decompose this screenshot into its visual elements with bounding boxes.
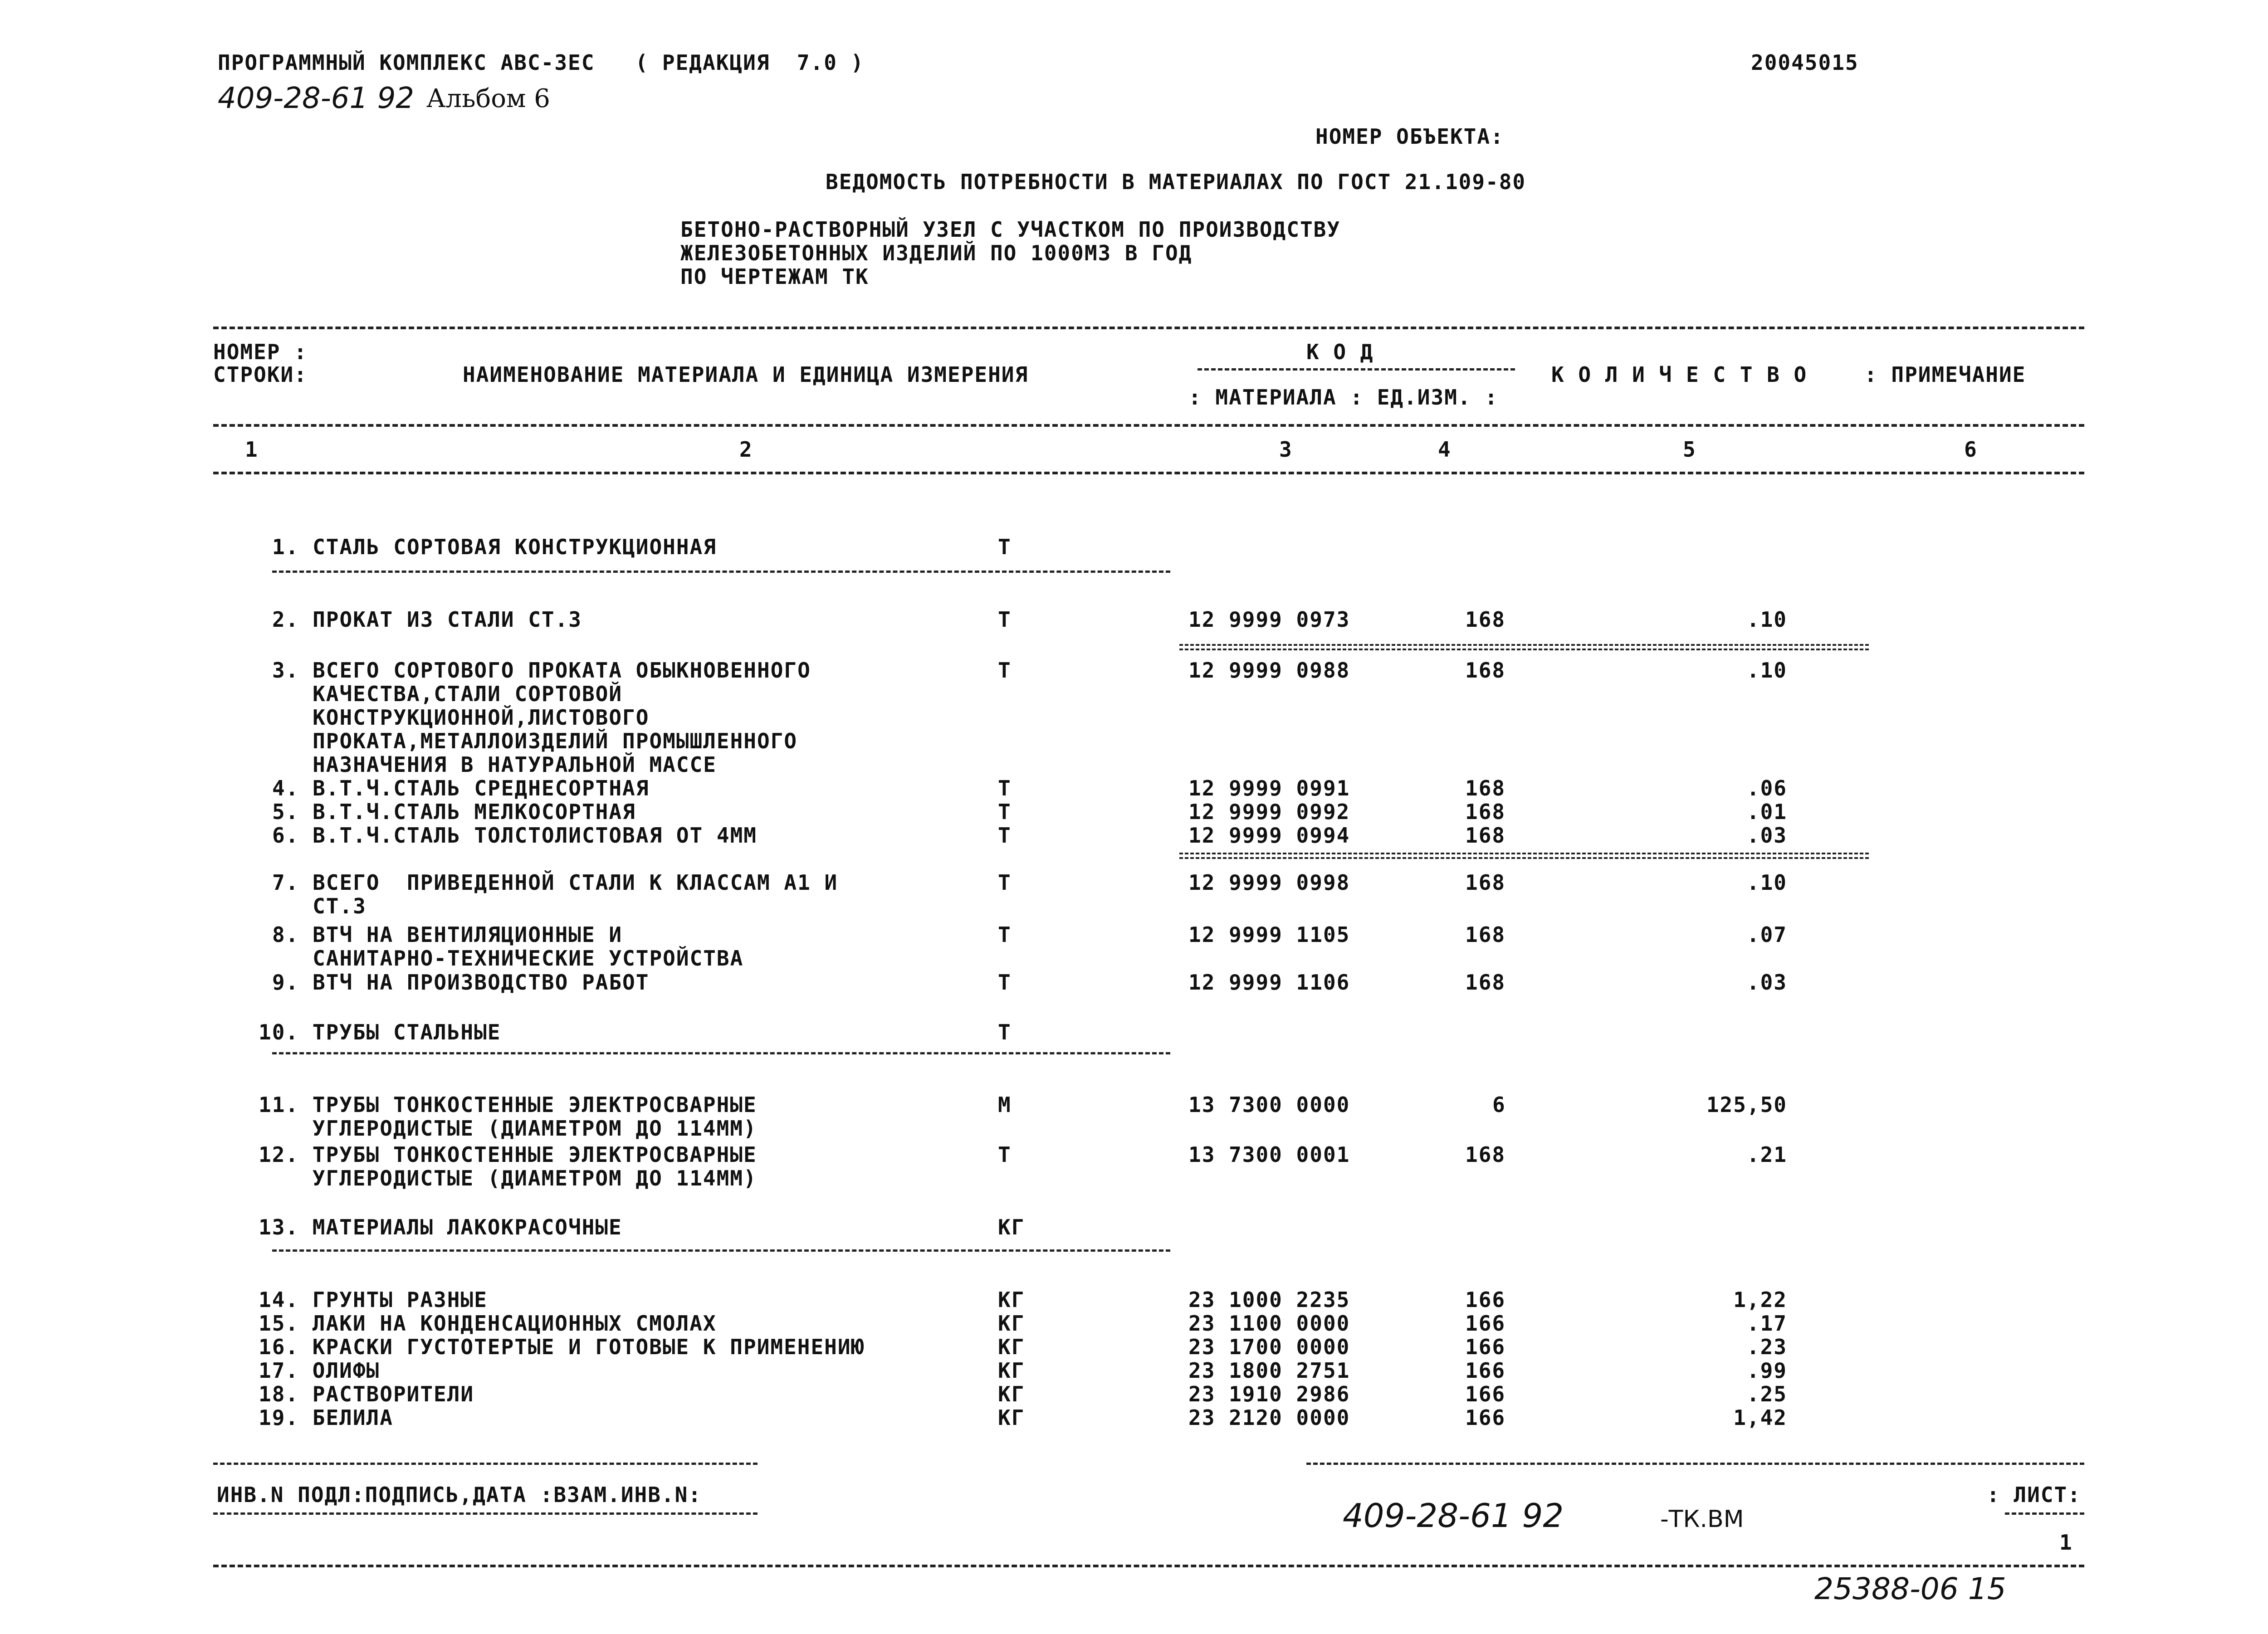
row-code: 23 1910 2986 xyxy=(1188,1382,1350,1406)
row-name: 5. В.Т.Ч.СТАЛЬ МЕЛКОСОРТНАЯ xyxy=(272,800,636,824)
row-name: 19. БЕЛИЛА xyxy=(259,1405,393,1430)
row-unit: Т xyxy=(998,535,1012,559)
row-unit: Т xyxy=(998,1020,1012,1044)
row-unit: КГ xyxy=(998,1215,1025,1239)
column-number-4: 4 xyxy=(1438,437,1452,462)
row-name: 1. СТАЛЬ СОРТОВАЯ КОНСТРУКЦИОННАЯ xyxy=(272,535,717,559)
column-number-6: 6 xyxy=(1964,437,1978,462)
row-name: 16. КРАСКИ ГУСТОТЕРТЫЕ И ГОТОВЫЕ К ПРИМЕНЕНИЮ xyxy=(259,1335,865,1359)
row-unit: Т xyxy=(998,1142,1012,1167)
row-code: 12 9999 1106 xyxy=(1188,970,1350,995)
row-uom: 168 xyxy=(1465,870,1506,895)
sheet-title: ВЕДОМОСТЬ ПОТРЕБНОСТИ В МАТЕРИАЛАХ ПО ГОСТ 21.109-80 xyxy=(826,170,1526,194)
row-code: 23 2120 0000 xyxy=(1188,1405,1350,1430)
header-bottom-rule xyxy=(213,424,2084,427)
document-number-handwritten: 409-28-61 92 xyxy=(1343,1497,1564,1535)
row-code: 23 1000 2235 xyxy=(1188,1288,1350,1312)
row-unit: Т xyxy=(998,870,1012,895)
row-name: 9. ВТЧ НА ПРОИЗВОДСТВО РАБОТ xyxy=(272,970,650,995)
row-unit: КГ xyxy=(998,1311,1025,1336)
document-code: 20045015 xyxy=(1751,50,1859,75)
row-quantity: 125,50 xyxy=(1706,1093,1787,1117)
row-name: 13. МАТЕРИАЛЫ ЛАКОКРАСОЧНЫЕ xyxy=(259,1215,622,1239)
row-quantity: .25 xyxy=(1746,1382,1787,1406)
row-uom: 168 xyxy=(1465,970,1506,995)
row-uom: 166 xyxy=(1465,1288,1506,1312)
row-unit: КГ xyxy=(998,1358,1025,1383)
row-quantity: .10 xyxy=(1746,607,1787,632)
row-quantity: .23 xyxy=(1746,1335,1787,1359)
column-number-1: 1 xyxy=(245,437,259,462)
code-column-header: К О Д xyxy=(1306,340,1374,364)
row-unit: Т xyxy=(998,823,1012,848)
row-code: 13 7300 0001 xyxy=(1188,1142,1350,1167)
row-code: 12 9999 0991 xyxy=(1188,776,1350,800)
sheet-number: 1 xyxy=(2059,1530,2073,1555)
row-name: 15. ЛАКИ НА КОНДЕНСАЦИОННЫХ СМОЛАХ xyxy=(259,1311,717,1336)
row-code: 12 9999 0998 xyxy=(1188,870,1350,895)
row-quantity: .01 xyxy=(1746,800,1787,824)
row-unit: М xyxy=(998,1093,1012,1117)
code-subheader: : МАТЕРИАЛА : ЕД.ИЗМ. : xyxy=(1188,385,1498,410)
row-uom: 166 xyxy=(1465,1405,1506,1430)
group-underline xyxy=(272,1052,1170,1054)
group-underline xyxy=(272,571,1170,573)
row-name: 4. В.Т.Ч.СТАЛЬ СРЕДНЕСОРТНАЯ xyxy=(272,776,650,800)
row-name: 10. ТРУБЫ СТАЛЬНЫЕ xyxy=(259,1020,501,1044)
row-uom: 168 xyxy=(1465,776,1506,800)
inventory-number-handwritten: 25388-06 15 xyxy=(1814,1571,2006,1606)
stamp-top-rule-right xyxy=(1306,1463,2084,1465)
table-top-rule xyxy=(213,327,2084,329)
row-unit: КГ xyxy=(998,1288,1025,1312)
row-code: 23 1800 2751 xyxy=(1188,1358,1350,1383)
stamp-mid-rule xyxy=(213,1512,758,1515)
subtotal-rule xyxy=(1179,853,1869,859)
row-uom: 166 xyxy=(1465,1382,1506,1406)
row-code: 12 9999 0994 xyxy=(1188,823,1350,848)
row-uom: 168 xyxy=(1465,658,1506,683)
row-quantity: .21 xyxy=(1746,1142,1787,1167)
row-code: 12 9999 0973 xyxy=(1188,607,1350,632)
album-word: Альбом 6 xyxy=(426,84,550,113)
row-name: 3. ВСЕГО СОРТОВОГО ПРОКАТА ОБЫКНОВЕННОГО КАЧЕСТВА,СТАЛИ СОРТОВОЙ КОНСТРУКЦИОННОЙ,ЛИСТОВОГО ПРОКАТА,МЕТАЛЛОИЗДЕЛИЙ ПРОМЫШЛЕННОГО НАЗНАЧЕНИЯ В НАТУРАЛЬНОЙ МАССЕ xyxy=(272,658,811,777)
subject-line-1: БЕТОНО-РАСТВОРНЫЙ УЗЕЛ С УЧАСТКОМ ПО ПРОИЗВОДСТВУ xyxy=(680,217,1341,242)
row-number-header-1: НОМЕР : xyxy=(213,340,308,364)
row-name: 8. ВТЧ НА ВЕНТИЛЯЦИОННЫЕ И САНИТАРНО-ТЕХНИЧЕСКИЕ УСТРОЙСТВА xyxy=(272,922,744,971)
subject-line-2: ЖЕЛЕЗОБЕТОННЫХ ИЗДЕЛИЙ ПО 1000М3 В ГОД xyxy=(680,241,1193,265)
row-name: 11. ТРУБЫ ТОНКОСТЕННЫЕ ЭЛЕКТРОСВАРНЫЕ УГЛЕРОДИСТЫЕ (ДИАМЕТРОМ ДО 114ММ) xyxy=(259,1093,757,1141)
row-quantity: .17 xyxy=(1746,1311,1787,1336)
row-quantity: 1,22 xyxy=(1733,1288,1787,1312)
stamp-bottom-rule xyxy=(213,1565,2084,1567)
column-number-2: 2 xyxy=(739,437,753,462)
sheet-rule xyxy=(2005,1512,2084,1515)
object-number-label: НОМЕР ОБЪЕКТА: xyxy=(1315,124,1504,149)
album-number: 409-28-61 92 xyxy=(218,82,414,115)
row-unit: КГ xyxy=(998,1335,1025,1359)
row-name: 12. ТРУБЫ ТОНКОСТЕННЫЕ ЭЛЕКТРОСВАРНЫЕ УГЛЕРОДИСТЫЕ (ДИАМЕТРОМ ДО 114ММ) xyxy=(259,1142,757,1190)
row-name: 14. ГРУНТЫ РАЗНЫЕ xyxy=(259,1288,488,1312)
row-code: 12 9999 0992 xyxy=(1188,800,1350,824)
row-unit: Т xyxy=(998,607,1012,632)
row-quantity: .03 xyxy=(1746,970,1787,995)
name-column-header: НАИМЕНОВАНИЕ МАТЕРИАЛА И ЕДИНИЦА ИЗМЕРЕНИЯ xyxy=(463,362,1029,387)
row-name: 17. ОЛИФЫ xyxy=(259,1358,380,1383)
group-underline xyxy=(272,1249,1170,1252)
row-unit: Т xyxy=(998,800,1012,824)
row-number-header-2: СТРОКИ: xyxy=(213,362,308,387)
row-code: 23 1700 0000 xyxy=(1188,1335,1350,1359)
column-number-5: 5 xyxy=(1683,437,1696,462)
row-quantity: .10 xyxy=(1746,870,1787,895)
document-suffix: -ТК.ВМ xyxy=(1660,1506,1744,1533)
row-quantity: 1,42 xyxy=(1733,1405,1787,1430)
row-name: 18. РАСТВОРИТЕЛИ xyxy=(259,1382,474,1406)
program-header: ПРОГРАММНЫЙ КОМПЛЕКС АВС-3ЕС ( РЕДАКЦИЯ 7.0 ) xyxy=(218,50,865,75)
stamp-top-rule-left xyxy=(213,1463,758,1465)
row-name: 6. В.Т.Ч.СТАЛЬ ТОЛСТОЛИСТОВАЯ ОТ 4ММ xyxy=(272,823,757,848)
row-uom: 166 xyxy=(1465,1335,1506,1359)
subject-line-3: ПО ЧЕРТЕЖАМ ТК xyxy=(680,264,869,289)
row-unit: Т xyxy=(998,658,1012,683)
column-numbers-rule xyxy=(213,472,2084,474)
row-unit: Т xyxy=(998,922,1012,947)
row-quantity: .06 xyxy=(1746,776,1787,800)
row-uom: 166 xyxy=(1465,1311,1506,1336)
row-uom: 168 xyxy=(1465,823,1506,848)
row-uom: 168 xyxy=(1465,922,1506,947)
row-uom: 168 xyxy=(1465,1142,1506,1167)
quantity-column-header: К О Л И Ч Е С Т В О xyxy=(1551,362,1808,387)
sheet-label: : ЛИСТ: xyxy=(1987,1483,2081,1507)
row-code: 12 9999 0988 xyxy=(1188,658,1350,683)
subtotal-rule xyxy=(1179,644,1869,650)
column-number-3: 3 xyxy=(1279,437,1293,462)
row-quantity: .99 xyxy=(1746,1358,1787,1383)
row-unit: Т xyxy=(998,776,1012,800)
row-unit: КГ xyxy=(998,1405,1025,1430)
note-column-header: : ПРИМЕЧАНИЕ xyxy=(1864,362,2026,387)
row-code: 13 7300 0000 xyxy=(1188,1093,1350,1117)
row-quantity: .07 xyxy=(1746,922,1787,947)
row-uom: 168 xyxy=(1465,607,1506,632)
row-name: 2. ПРОКАТ ИЗ СТАЛИ СТ.3 xyxy=(272,607,582,632)
row-code: 23 1100 0000 xyxy=(1188,1311,1350,1336)
row-uom: 168 xyxy=(1465,800,1506,824)
row-unit: Т xyxy=(998,970,1012,995)
row-name: 7. ВСЕГО ПРИВЕДЕННОЙ СТАЛИ К КЛАССАМ А1 И СТ.3 xyxy=(272,870,838,918)
code-subheader-rule xyxy=(1198,368,1515,371)
row-uom: 166 xyxy=(1465,1358,1506,1383)
row-quantity: .10 xyxy=(1746,658,1787,683)
row-uom: 6 xyxy=(1492,1093,1506,1117)
stamp-fields: ИНВ.N ПОДЛ:ПОДПИСЬ,ДАТА :ВЗАМ.ИНВ.N: xyxy=(217,1483,702,1507)
row-unit: КГ xyxy=(998,1382,1025,1406)
row-quantity: .03 xyxy=(1746,823,1787,848)
row-code: 12 9999 1105 xyxy=(1188,922,1350,947)
